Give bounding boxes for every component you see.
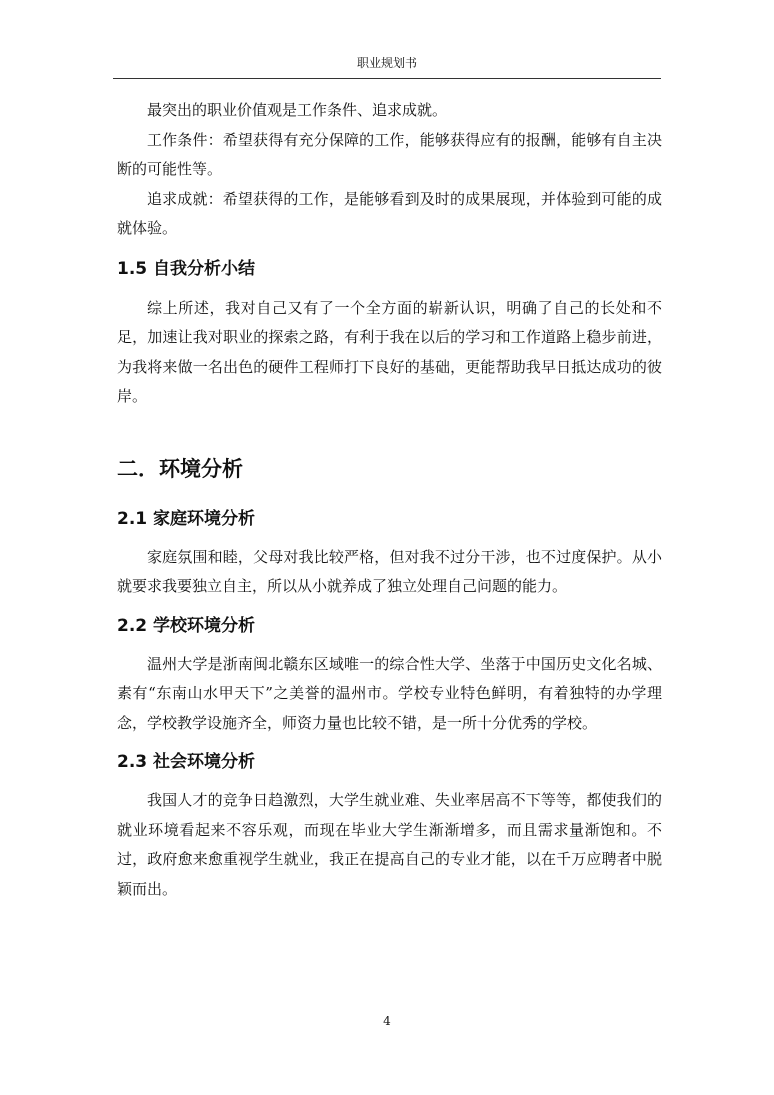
header-divider (113, 78, 661, 79)
chapter-heading-environment: 二．环境分析 (117, 456, 243, 481)
values-paragraph-1: 最突出的职业价值观是工作条件、追求成就。 (147, 101, 448, 119)
page-content (117, 96, 662, 904)
family-environment-paragraph: 家庭氛围和睦，父母对我比较严格，但对我不过分干涉，也不过度保护。从小就要求我要独立自主，所以从小就养成了独立处理自己问题的能力。 (117, 547, 662, 595)
section-heading-2-1: 2.1 家庭环境分析 (117, 508, 256, 529)
page-number: 4 (383, 1014, 391, 1028)
values-paragraph-2: 工作条件：希望获得有充分保障的工作，能够获得应有的报酬，能够有自主决断的可能性等。 (117, 130, 662, 178)
values-paragraph-3: 追求成就：希望获得的工作，是能够看到及时的成果展现，并体验到可能的成就体验。 (117, 189, 662, 237)
school-environment-paragraph: 温州大学是浙南闽北赣东区域唯一的综合性大学、坐落于中国历史文化名城、素有“东南山水甲天下”之美誉的温州市。学校专业特色鲜明，有着独特的办学理念，学校教学设施齐全，师资力量也比较不错，是一所十分优秀的学校。 (117, 654, 662, 732)
society-environment-paragraph: 我国人才的竞争日趋激烈，大学生就业难、失业率居高不下等等，都使我们的就业环境看起来不容乐观，而现在毕业大学生渐渐增多，而且需求量渐饱和。不过，政府愈来愈重视学生就业，我正在提高自己的专业才能，以在千万应聘者中脱颖而出。 (117, 791, 662, 898)
section-heading-2-2: 2.2 学校环境分析 (117, 615, 256, 636)
running-header-title: 职业规划书 (356, 56, 417, 70)
self-analysis-summary-paragraph: 综上所述，我对自己又有了一个全方面的崭新认识，明确了自己的长处和不足，加速让我对职业的探索之路，有利于我在以后的学习和工作道路上稳步前进，为我将来做一名出色的硬件工程师打下良好的基础，更能帮助我早日抵达成功的彼岸。 (117, 298, 662, 405)
section-heading-2-3: 2.3 社会环境分析 (117, 752, 256, 772)
section-heading-1-5: 1.5 自我分析小结 (117, 258, 256, 279)
